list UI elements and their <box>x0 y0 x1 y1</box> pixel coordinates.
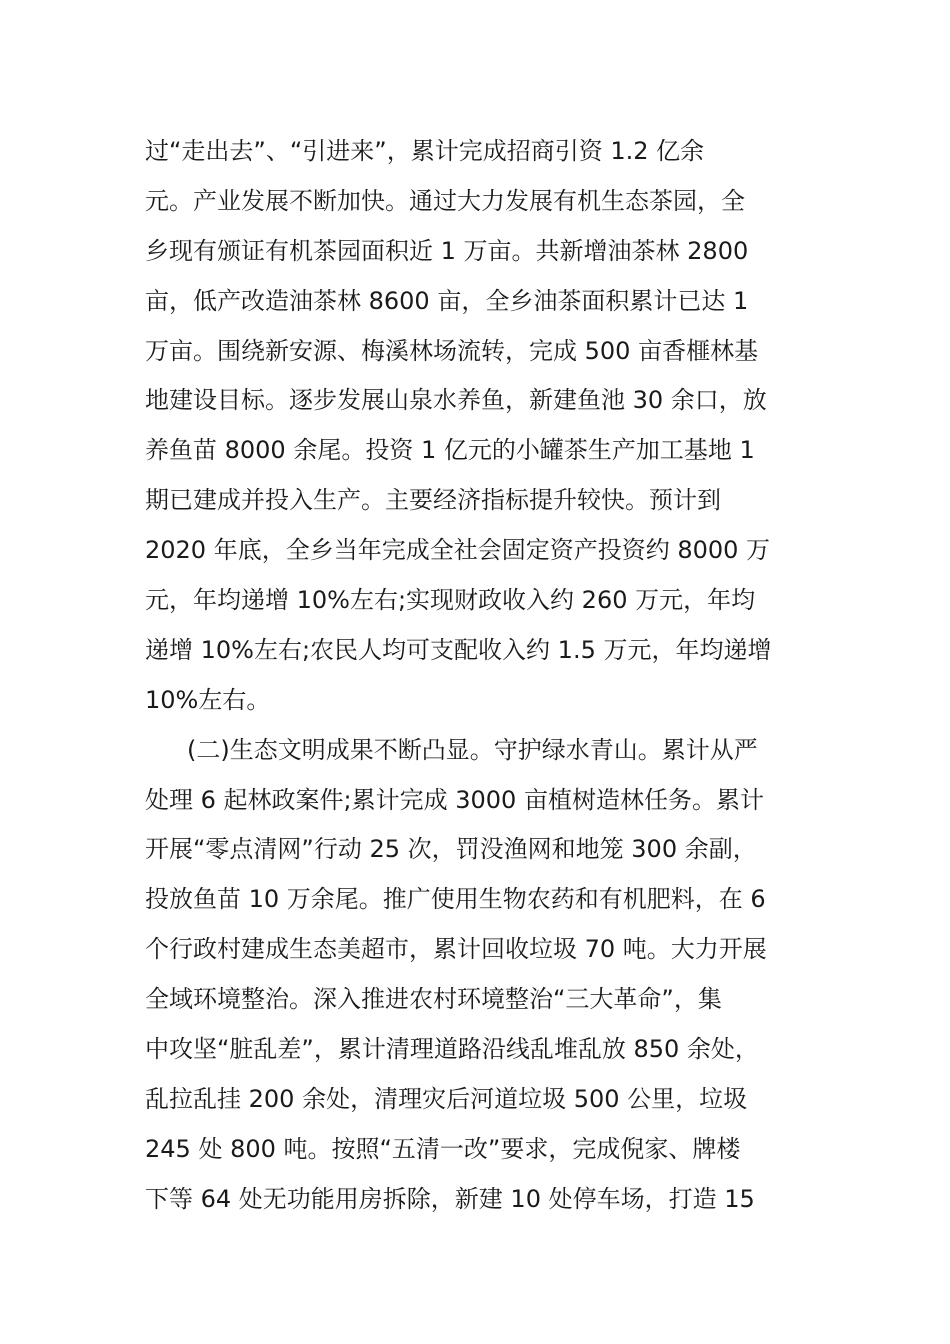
paragraph-ecological-civilization <box>145 726 810 1225</box>
text-line: 期已建成并投入生产。主要经济指标提升较快。预计到 <box>145 486 721 515</box>
text-line: 地建设目标。逐步发展山泉水养鱼，新建鱼池 30 余口，放 <box>145 386 767 415</box>
text-line: 下等 64 处无功能用房拆除，新建 10 处停车场，打造 15 <box>145 1184 755 1213</box>
text-line: 全域环境整治。深入推进农村环境整治“三大革命”，集 <box>145 985 722 1014</box>
text-line: 万亩。围绕新安源、梅溪林场流转，完成 500 亩香榧林基 <box>145 336 759 365</box>
text-line: 元，年均递增 10%左右;实现财政收入约 260 万元，年均 <box>145 586 756 615</box>
text-line: 2020 年底，全乡当年完成全社会固定资产投资约 8000 万 <box>145 536 771 565</box>
paragraph-investment-economy <box>145 127 810 726</box>
text-line: 亩，低产改造油茶林 8600 亩，全乡油茶面积累计已达 1 <box>145 286 749 315</box>
section-heading-line: (二)生态文明成果不断凸显。守护绿水青山。累计从严 <box>187 735 758 764</box>
text-line: 递增 10%左右;农民人均可支配收入约 1.5 万元，年均递增 <box>145 635 772 664</box>
document-body <box>145 127 810 1225</box>
text-line: 开展“零点清网”行动 25 次，罚没渔网和地笼 300 余副， <box>145 835 757 864</box>
text-line: 乡现有颁证有机茶园面积近 1 万亩。共新增油茶林 2800 <box>145 236 749 265</box>
text-line: 乱拉乱挂 200 余处，清理灾后河道垃圾 500 公里，垃圾 <box>145 1084 748 1113</box>
text-line: 10%左右。 <box>145 685 271 714</box>
text-line: 处理 6 起林政案件;累计完成 3000 亩植树造林任务。累计 <box>145 785 764 814</box>
text-line: 个行政村建成生态美超市，累计回收垃圾 70 吨。大力开展 <box>145 935 767 964</box>
text-line: 养鱼苗 8000 余尾。投资 1 亿元的小罐茶生产加工基地 1 <box>145 436 755 465</box>
text-line: 过“走出去”、“引进来”，累计完成招商引资 1.2 亿余 <box>145 137 705 165</box>
text-line: 元。产业发展不断加快。通过大力发展有机生态茶园，全 <box>145 186 745 215</box>
text-line: 中攻坚“脏乱差”，累计清理道路沿线乱堆乱放 850 余处， <box>145 1035 759 1064</box>
text-line: 投放鱼苗 10 万余尾。推广使用生物农药和有机肥料，在 6 <box>145 885 766 914</box>
text-line: 245 处 800 吨。按照“五清一改”要求，完成倪家、牌楼 <box>145 1134 741 1163</box>
